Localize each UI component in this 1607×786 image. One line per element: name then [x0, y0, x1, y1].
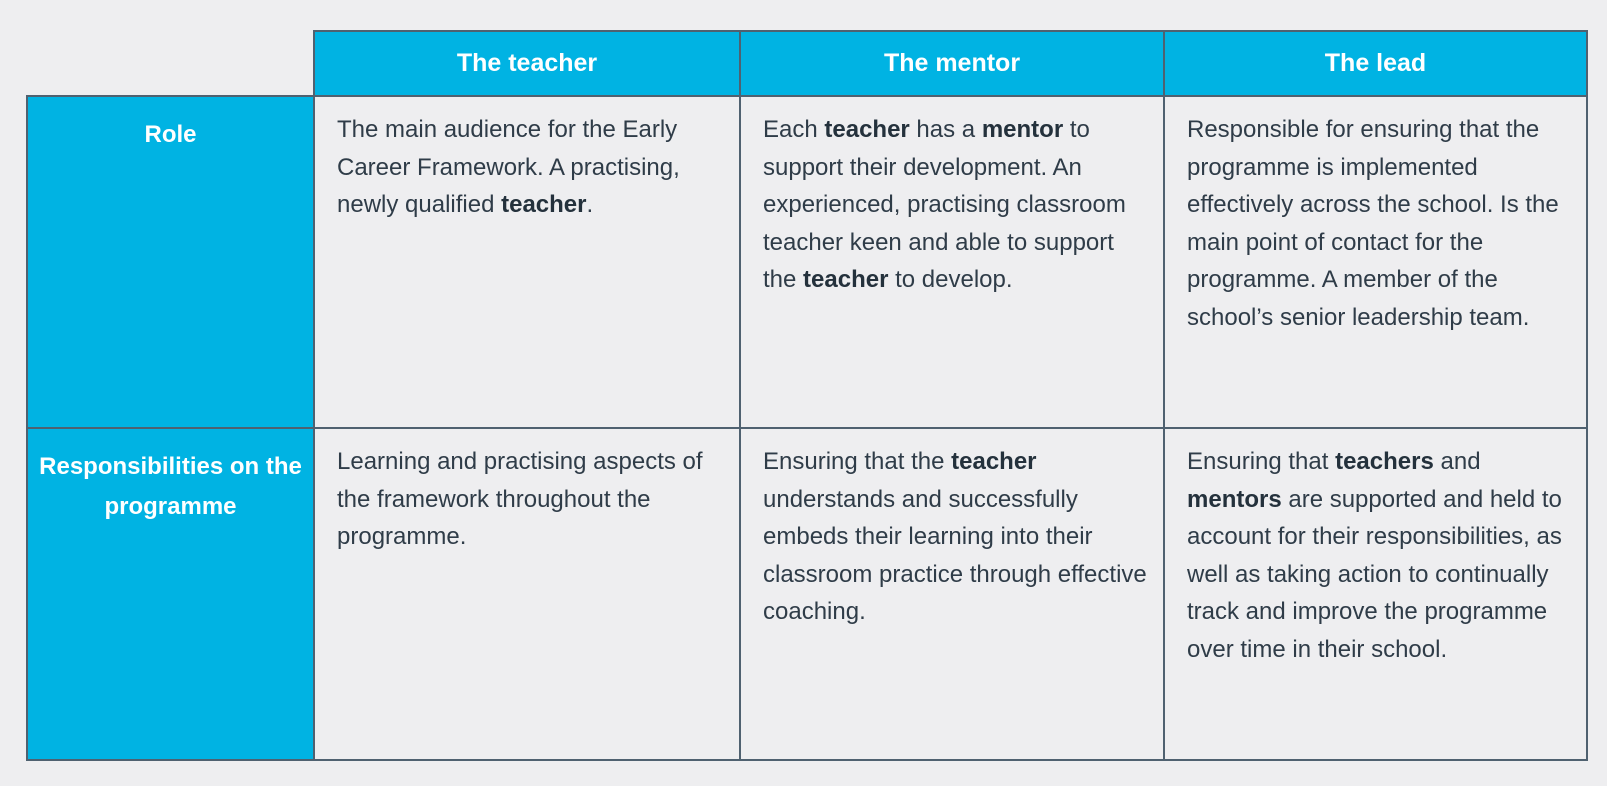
column-header-mentor: The mentor [739, 30, 1165, 97]
column-header-lead: The lead [1163, 30, 1588, 97]
responsibilities-mentor-cell [739, 427, 1165, 761]
bold-term: mentor [981, 116, 1064, 143]
bold-term: mentors [1187, 485, 1282, 513]
cell-text: Ensuring that [1187, 448, 1336, 475]
responsibilities-lead-cell [1163, 427, 1588, 761]
row-header-role: Role [26, 95, 315, 429]
cell-text: Ensuring that the [763, 448, 952, 475]
cell-text: understands and successfully embeds their learning into their classroom practice through effective coaching. [763, 485, 1147, 625]
row-header-responsibilities: Responsibilities on the programme [26, 427, 315, 761]
cell-text: has a [909, 116, 982, 143]
cell-text: Responsible for ensuring that the programme is implemented effectively across the school. Is the main point of contact for the programme. A member of the school’s senior leadership team. [1187, 116, 1559, 331]
cell-text: Each [763, 116, 825, 143]
role-mentor-cell [739, 95, 1165, 429]
bold-term: teachers [1335, 448, 1434, 475]
cell-text: The main audience for the Early Career Framework. A practising, newly qualified [337, 116, 680, 218]
bold-term: teacher [803, 266, 889, 293]
cell-text: are supported and held to account for their responsibilities, as well as taking action to continually track and improve the programme over time in their school. [1187, 485, 1562, 663]
cell-text: Learning and practising aspects of the framework throughout the programme. [337, 448, 703, 550]
cell-text: to support their development. An experienced, practising classroom teacher keen and able to support the [763, 116, 1126, 293]
cell-text: to develop. [888, 266, 1013, 293]
bold-term: teacher [951, 448, 1037, 475]
cell-text: . [586, 191, 594, 218]
bold-term: teacher [501, 191, 587, 218]
bold-term: teacher [824, 116, 910, 143]
role-lead-cell [1163, 95, 1588, 429]
responsibilities-teacher-cell [313, 427, 741, 761]
role-teacher-cell [313, 95, 741, 429]
column-header-teacher: The teacher [313, 30, 741, 97]
cell-text: and [1433, 448, 1481, 475]
